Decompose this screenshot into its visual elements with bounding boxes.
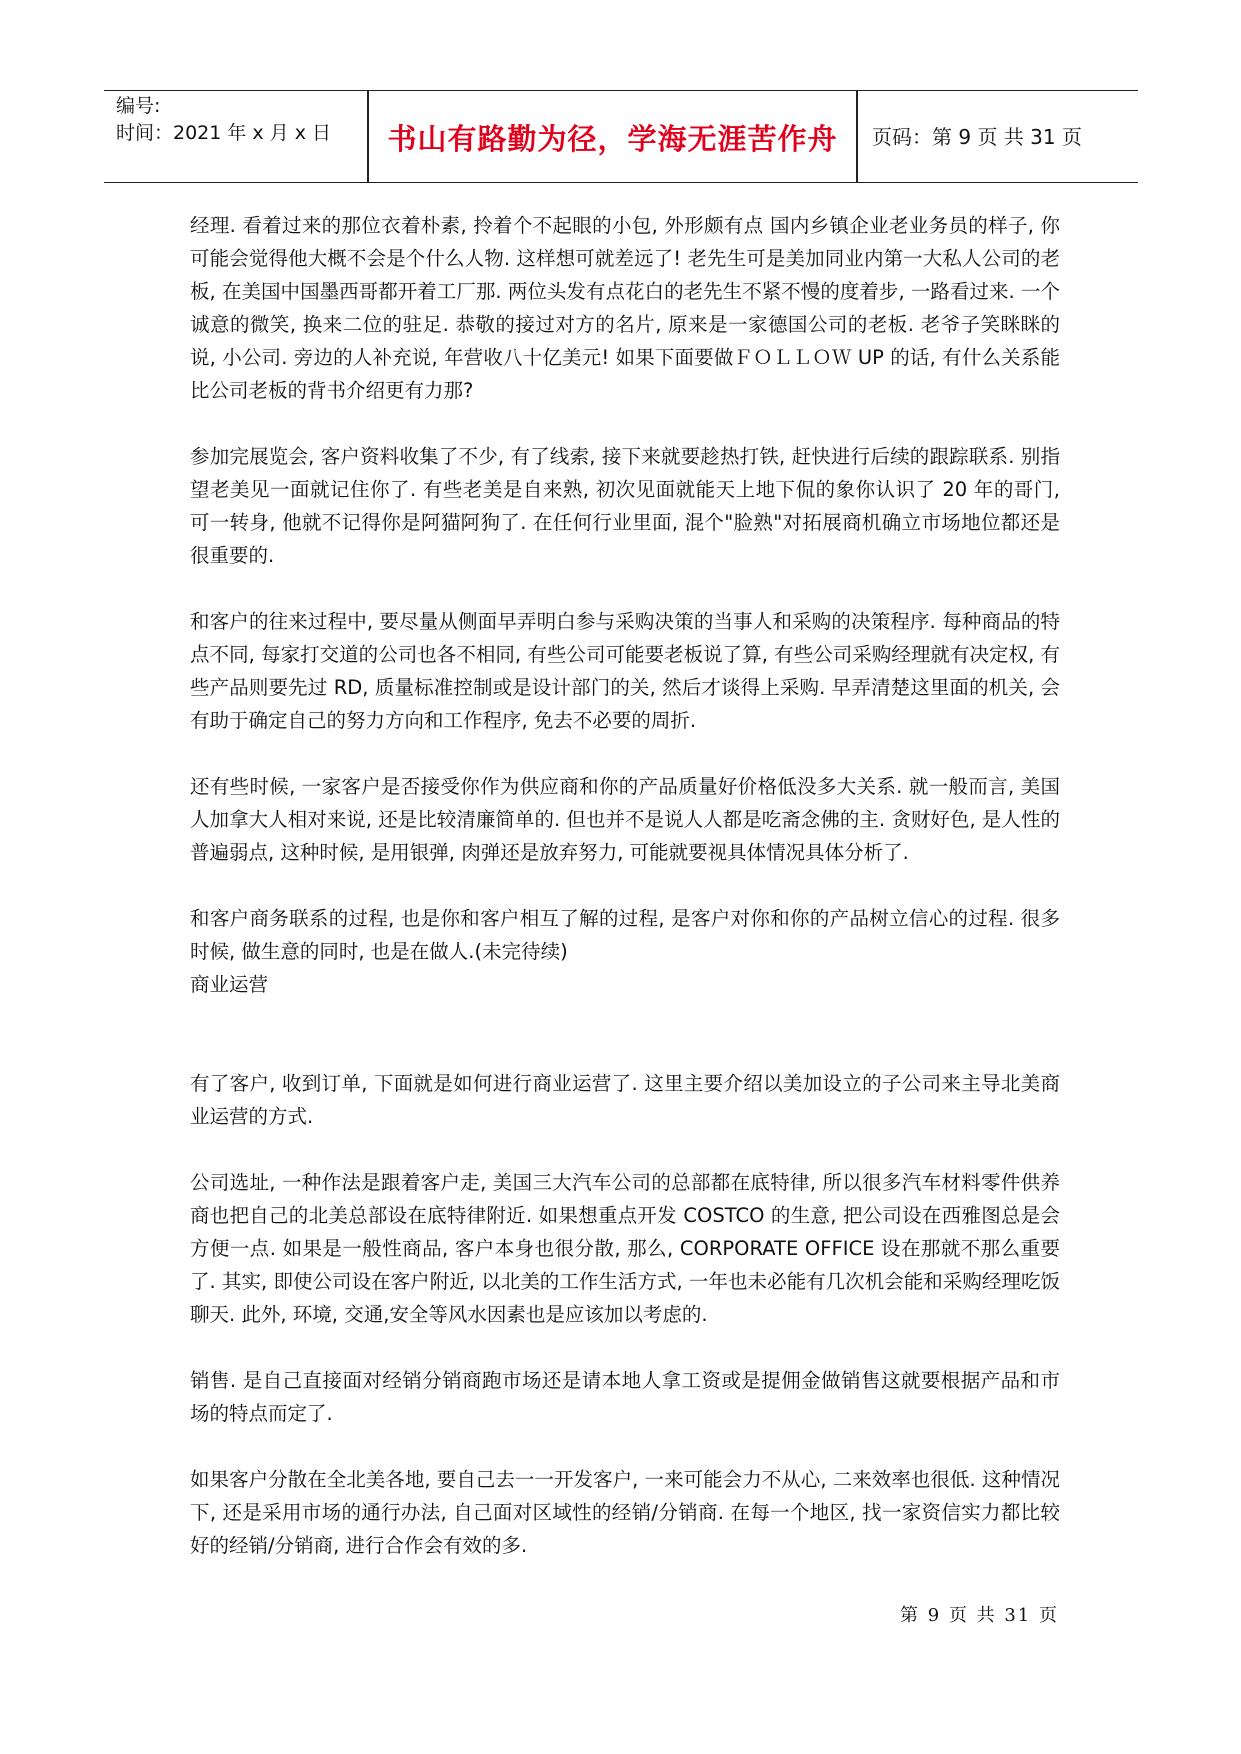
header-meta xyxy=(116,91,366,182)
body-paragraph: 销售. 是自己直接面对经销分销商跑市场还是请本地人拿工资或是提佣金做销售这就要根据产品和市场的特点而定了. xyxy=(190,1369,1060,1425)
body-paragraph: 和客户商务联系的过程, 也是你和客户相互了解的过程, 是客户对你和你的产品树立信心的过程. 很多时候, 做生意的同时, 也是在做人.(未完待续) xyxy=(190,907,1060,963)
body-paragraph: 和客户的往来过程中, 要尽量从侧面早弄明白参与采购决策的当事人和采购的决策程序. 每种商品的特点不同, 每家打交道的公司也各不相同, 有些公司可能要老板说了算, 有些公司采购经理就有决定权, 有些产品则要先过 RD, 质量标准控制或是设计部门的关, 然后才谈得上采购. 早弄清楚这里面的机关, 会有助于确定自己的努力方向和工作程序, 免去不必要的周折. xyxy=(190,610,1060,732)
body-paragraph: 经理. 看着过来的那位衣着朴素, 拎着个不起眼的小包, 外形颇有点 国内乡镇企业老业务员的样子, 你可能会觉得他大概不会是个什么人物. 这样想可就差远了! 老先生可是美加同业内第一大私人公司的老板, 在美国中国墨西哥都开着工厂那. 两位头发有点花白的老先生不紧不慢的度着步, 一路看过来. 一个诚意的微笑, 换来二位的驻足. 恭敬的接过对方的名片, 原来是一家德国公司的老板. 老爷子笑眯眯的说, 小公司. 旁边的人补充说, 年营收八十亿美元! 如果下面要做ＦＯＬＬＯＷ UP 的话, 有什么关系能比公司老板的背书介绍更有力那? xyxy=(190,214,1060,402)
page-footer: 第 9 页 共 31 页 xyxy=(900,1605,1059,1626)
body-paragraph: 公司选址, 一种作法是跟着客户走, 美国三大汽车公司的总部都在底特律, 所以很多汽车材料零件供养商也把自己的北美总部设在底特律附近. 如果想重点开发 COSTCO 的生意, 把公司设在西雅图总是会方便一点. 如果是一般性商品, 客户本身也很分散, 那么, CORPORATE OFFICE 设在那就不那么重要了. 其实, 即使公司设在客户附近, 以北美的工作生活方式, 一年也未必能有几次机会能和采购经理吃饭聊天. 此外, 环境, 交通,安全等风水因素也是应该加以考虑的. xyxy=(190,1171,1060,1326)
page-header xyxy=(104,90,1138,183)
body-paragraph: 有了客户, 收到订单, 下面就是如何进行商业运营了. 这里主要介绍以美加设立的子公司来主导北美商业运营的方式. xyxy=(190,1072,1060,1128)
header-divider xyxy=(856,91,858,182)
header-motto: 书山有路勤为径，学海无涯苦作舟 xyxy=(387,122,838,156)
body-paragraph: 还有些时候, 一家客户是否接受你作为供应商和你的产品质量好价格低没多大关系. 就一般而言, 美国人加拿大人相对来说, 还是比较清廉简单的. 但也并不是说人人都是吃斋念佛的主. 贪财好色, 是人性的普遍弱点, 这种时候, 是用银弹, 肉弹还是放弃努力, 可能就要视具体情况具体分析了. xyxy=(190,775,1060,864)
body-paragraph: 参加完展览会, 客户资料收集了不少, 有了线索, 接下来就要趁热打铁, 赶快进行后续的跟踪联系. 别指望老美见一面就记住你了. 有些老美是自来熟, 初次见面就能天上地下侃的象你认识了 20 年的哥门, 可一转身, 他就不记得你是阿猫阿狗了. 在任何行业里面, 混个"脸熟"对拓展商机确立市场地位都还是很重要的. xyxy=(190,445,1060,567)
header-page-info: 页码：第 9 页 共 31 页 xyxy=(872,125,1082,149)
document-body xyxy=(190,209,1060,1595)
document-time-label: 时间：2021 年 x 月 x 日 xyxy=(116,122,332,144)
document-number-label: 编号: xyxy=(116,95,161,117)
section-heading: 商业运营 xyxy=(190,973,269,996)
body-paragraph: 如果客户分散在全北美各地, 要自己去一一开发客户, 一来可能会力不从心, 二来效率也很低. 这种情况下, 还是采用市场的通行办法, 自己面对区域性的经销/分销商. 在每一个地区, 找一家资信实力都比较好的经销/分销商, 进行合作会有效的多. xyxy=(190,1468,1060,1557)
